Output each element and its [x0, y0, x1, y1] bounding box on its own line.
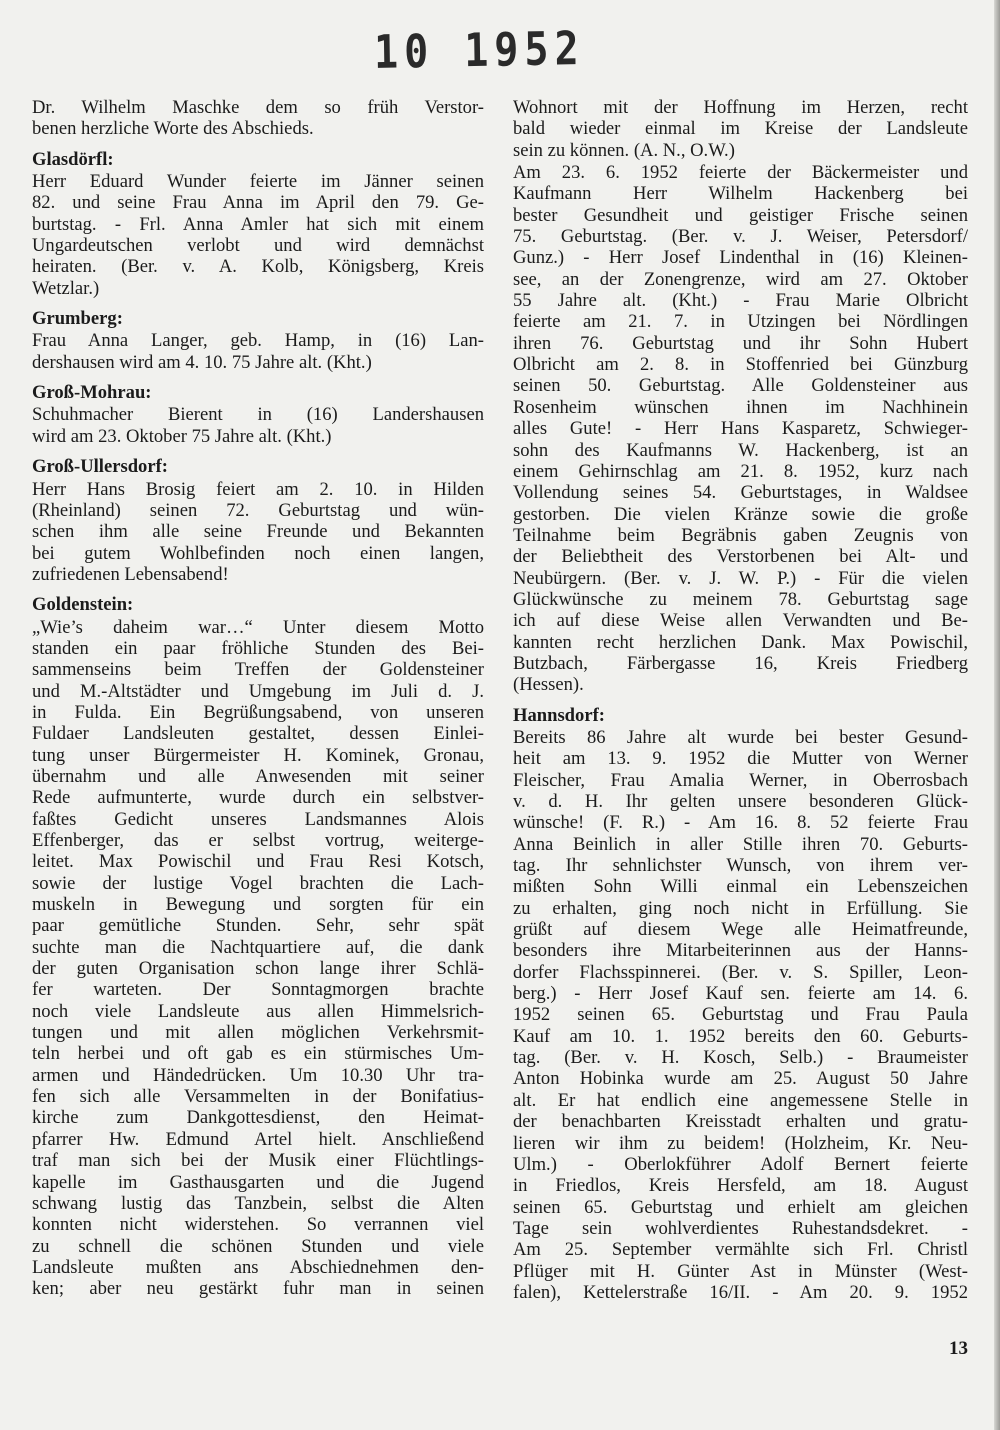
text-line: Pflüger mit H. Günter Ast in Münster (West-	[513, 1260, 968, 1282]
left-column	[32, 96, 484, 1300]
text-line: bald wieder einmal im Kreise der Landsleute	[513, 118, 968, 140]
text-line: lieren wir ihm zu beidem! (Holzheim, Kr. Neu-	[513, 1132, 968, 1154]
paragraph	[32, 330, 484, 373]
text-line: sein zu können. (A. N., O.W.)	[513, 139, 735, 161]
text-line: Neubürgern. (Ber. v. J. W. P.) - Für die vielen	[513, 567, 968, 589]
text-line: Frau Anna Langer, geb. Hamp, in (16) Lan-	[32, 330, 484, 352]
text-line: schwang lustig das Tanzbein, selbst die Alten	[32, 1192, 484, 1214]
text-line: Kauf am 10. 1. 1952 bereits den 60. Geburts-	[513, 1025, 968, 1047]
text-line: faßtes Gedicht unseres Landsmannes Alois	[32, 808, 484, 830]
text-line: noch viele Landsleute aus allen Himmelsrich-	[32, 1000, 484, 1022]
text-line: Bereits 86 Jahre alt wurde bei bester Gesund-	[513, 726, 968, 748]
text-line: traf man sich bei der Musik einer Flüchtlings-	[32, 1150, 484, 1172]
text-line: Butzbach, Färbergasse 16, Kreis Friedberg	[513, 652, 968, 674]
page-number: 13	[949, 1338, 968, 1359]
text-line: Landsleute mußten ans Abschiednehmen den-	[32, 1256, 484, 1278]
text-line: muskeln in Bewegung und sorgten für ein	[32, 894, 484, 916]
text-line: gestorben. Die vielen Kränze sowie die große	[513, 503, 968, 525]
text-line: kirche zum Dankgottesdienst, den Heimat-	[32, 1107, 484, 1129]
text-line: tag. Ihr sehnlichster Wunsch, von ihrem ver-	[513, 855, 968, 877]
text-line: benen herzliche Worte des Abschieds.	[32, 118, 314, 140]
text-line: ihren 76. Geburtstag und ihr Sohn Hubert	[513, 332, 968, 354]
text-line: 55 Jahre alt. (Kht.) - Frau Marie Olbricht	[513, 290, 968, 312]
text-line: konnten nicht widerstehen. So verrannen viel	[32, 1214, 484, 1236]
text-line: sowie der lustige Vogel brachten die Lach-	[32, 872, 484, 894]
section-heading: Grumberg:	[32, 308, 123, 330]
text-line: Effenberger, das er selbst vortrug, weiterge-	[32, 830, 484, 851]
text-line: grüßt auf diesem Wege alle Heimatfreunde,	[513, 919, 968, 941]
text-line: berg.) - Herr Josef Kauf sen. feierte am 14. 6.	[513, 983, 968, 1005]
text-line: Anna Beinlich in aller Stille ihren 70. Geburts-	[513, 833, 968, 855]
text-line: Anton Hobinka wurde am 25. August 50 Jahre	[513, 1068, 968, 1090]
text-line: der guten Organisation schon lange ihrer Schlä-	[32, 958, 484, 980]
text-line: sohn des Kaufmanns W. Hackenberg, ist an	[513, 439, 968, 461]
right-column	[513, 96, 968, 1303]
text-line: suchte man die Nachtquartiere auf, die dank	[32, 936, 484, 958]
text-line: zufriedenen Lebensabend!	[32, 563, 229, 585]
paragraph	[513, 162, 968, 696]
text-line: Olbricht am 2. 8. in Stoffenried bei Günzburg	[513, 354, 968, 376]
text-line: bei gutem Wohlbefinden noch einen langen,	[32, 542, 484, 564]
text-line: bester Gesundheit und geistiger Frische seinen	[513, 204, 968, 226]
text-line: falen), Kettelerstraße 16/II. - Am 20. 9. 1952	[513, 1281, 968, 1303]
paragraph	[32, 479, 484, 586]
text-line: der benachbarten Kreisstadt erhalten und gratu-	[513, 1111, 968, 1133]
text-line: v. d. H. Ihr gelten unsere besonderen Glück-	[513, 791, 968, 812]
paragraph	[32, 171, 484, 299]
paragraph	[32, 617, 484, 1300]
text-line: 75. Geburtstag. (Ber. v. J. Weiser, Petersdorf/	[513, 226, 968, 248]
text-line: fer warteten. Der Sonntagmorgen brachte	[32, 979, 484, 1001]
text-line: Vollendung seines 54. Geburtstages, in Waldsee	[513, 482, 968, 504]
text-line: Schuhmacher Bierent in (16) Landershausen	[32, 404, 484, 426]
text-line: Ulm.) - Oberlokführer Adolf Bernert feierte	[513, 1153, 968, 1175]
text-line: Wetzlar.)	[32, 277, 100, 299]
text-line: Teilnahme beim Begräbnis gaben Zeugnis von	[513, 524, 968, 546]
text-line: dorfer Flachsspinnerei. (Ber. v. S. Spiller, Leon-	[513, 961, 968, 983]
text-line: zu schnell die schönen Stunden und viele	[32, 1235, 484, 1257]
text-line: „Wie’s daheim war…“ Unter diesem Motto	[32, 616, 484, 638]
text-line: (Hessen).	[513, 674, 584, 696]
text-line: tung unser Bürgermeister H. Kominek, Gronau,	[32, 744, 484, 766]
paragraph	[32, 97, 484, 140]
text-line: Herr Eduard Wunder feierte im Jänner seinen	[32, 171, 484, 193]
text-line: burtstag. - Frl. Anna Amler hat sich mit einem	[32, 213, 484, 235]
text-line: fen sich alle Versammelten in der Bonifatius-	[32, 1086, 484, 1108]
text-line: Fuldaer Landsleuten gestaltet, dessen Einlei-	[32, 723, 484, 745]
text-line: einem Gehirnschlag am 21. 8. 1952, kurz nach	[513, 460, 968, 482]
text-line: tag. (Ber. v. H. Kosch, Selb.) - Braumeister	[513, 1047, 968, 1069]
text-line: Ungardeutschen verlobt und wird demnächst	[32, 235, 484, 257]
text-line: heiraten. (Ber. v. A. Kolb, Königsberg, Kreis	[32, 256, 484, 278]
text-line: pfarrer Hw. Edmund Artel hielt. Anschließend	[32, 1128, 484, 1150]
paragraph	[513, 97, 968, 161]
text-line: (Rheinland) seinen 72. Geburtstag und wün-	[32, 499, 484, 521]
section-heading: Groß-Mohrau:	[32, 382, 152, 404]
text-line: übernahm und alle Anwesenden mit seiner	[32, 765, 484, 787]
text-line: ich auf diese Weise allen Verwandten und Be-	[513, 610, 968, 632]
text-line: kapelle im Gasthausgarten und die Jugend	[32, 1171, 484, 1193]
text-line: dershausen wird am 4. 10. 75 Jahre alt. (Kht.)	[32, 351, 372, 373]
text-line: standen ein paar fröhliche Stunden des Bei-	[32, 637, 484, 659]
text-line: Glückwünsche zu meinem 78. Geburtstag sage	[513, 588, 968, 610]
text-line: 1952 seinen 65. Geburtstag und Frau Paula	[513, 1004, 968, 1026]
text-line: sammenseins beim Treffen der Goldensteiner	[32, 659, 484, 681]
text-line: Kaufmann Herr Wilhelm Hackenberg bei	[513, 183, 968, 205]
text-line: Wohnort mit der Hoffnung im Herzen, recht	[513, 97, 968, 118]
section-heading: Groß-Ullersdorf:	[32, 456, 168, 478]
date-stamp: 10 1952	[373, 22, 585, 80]
text-line: der Beliebtheit des Verstorbenen bei Alt- und	[513, 546, 968, 568]
text-line: armen und Händedrücken. Um 10.30 Uhr tra-	[32, 1064, 484, 1086]
text-line: Herr Hans Brosig feiert am 2. 10. in Hilden	[32, 478, 484, 500]
text-line: alles Gute! - Herr Hans Kasparetz, Schwieger-	[513, 418, 968, 440]
text-line: heit am 13. 9. 1952 die Mutter von Werner	[513, 748, 968, 770]
text-line: kannten recht herzlichen Dank. Max Powischil,	[513, 631, 968, 653]
section-heading: Goldenstein:	[32, 594, 134, 616]
text-line: schen ihm alle seine Freunde und Bekannten	[32, 521, 484, 543]
text-line: seinen 65. Geburtstag und erhielt am gleichen	[513, 1196, 968, 1218]
text-line: in Friedlos, Kreis Hersfeld, am 18. August	[513, 1175, 968, 1197]
text-line: alt. Er hat endlich eine angemessene Stelle in	[513, 1089, 968, 1111]
text-line: Am 23. 6. 1952 feierte der Bäckermeister und	[513, 162, 968, 184]
text-line: feierte am 21. 7. in Utzingen bei Nördlingen	[513, 311, 968, 333]
text-line: besonders ihre Mitarbeiterinnen aus der Hanns-	[513, 940, 968, 962]
text-line: Gunz.) - Herr Josef Lindenthal in (16) Kleinen-	[513, 247, 968, 269]
text-line: in Fulda. Ein Begrüßungsabend, von unseren	[32, 701, 484, 723]
text-line: mißten Sohn Willi einmal ein Lebenszeichen	[513, 876, 968, 898]
text-line: tungen und mit allen möglichen Verkehrsmit-	[32, 1022, 484, 1044]
text-line: Rede aufmunterte, wurde durch ein selbstver-	[32, 787, 484, 809]
text-line: Am 25. September vermählte sich Frl. Christl	[513, 1239, 968, 1261]
text-line: wünsche! (F. R.) - Am 16. 8. 52 feierte Frau	[513, 812, 968, 834]
text-line: teln herbei und oft gab es ein stürmisches Um-	[32, 1043, 484, 1065]
text-line: und M.-Altstädter und Umgebung im Juli d. J.	[32, 680, 484, 702]
text-line: see, an der Zonengrenze, wird am 27. Oktober	[513, 268, 968, 290]
text-line: zu erhalten, ging noch nicht in Erfüllung. Sie	[513, 897, 968, 919]
text-line: Tage sein wohlverdientes Ruhestandsdekret. -	[513, 1217, 968, 1239]
text-line: Dr. Wilhelm Maschke dem so früh Verstor-	[32, 97, 484, 118]
scan-edge	[994, 0, 1000, 1430]
text-line: paar gemütliche Stunden. Sehr, sehr spät	[32, 915, 484, 937]
paragraph	[32, 404, 484, 447]
text-line: seinen 50. Geburtstag. Alle Goldensteiner aus	[513, 375, 968, 397]
text-line: Fleischer, Frau Amalia Werner, in Oberrosbach	[513, 769, 968, 791]
text-line: 82. und seine Frau Anna im April den 79. Ge-	[32, 192, 484, 214]
text-line: Rosenheim wünschen ihnen im Nachhinein	[513, 396, 968, 418]
paragraph	[513, 727, 968, 1303]
section-heading: Hannsdorf:	[513, 704, 605, 726]
section-heading: Glasdörfl:	[32, 148, 114, 170]
text-line: wird am 23. Oktober 75 Jahre alt. (Kht.)	[32, 425, 332, 447]
text-line: ken; aber neu gestärkt fuhr man in seinen	[32, 1278, 484, 1300]
text-line: leitet. Max Powischil und Frau Resi Kotsch,	[32, 851, 484, 873]
